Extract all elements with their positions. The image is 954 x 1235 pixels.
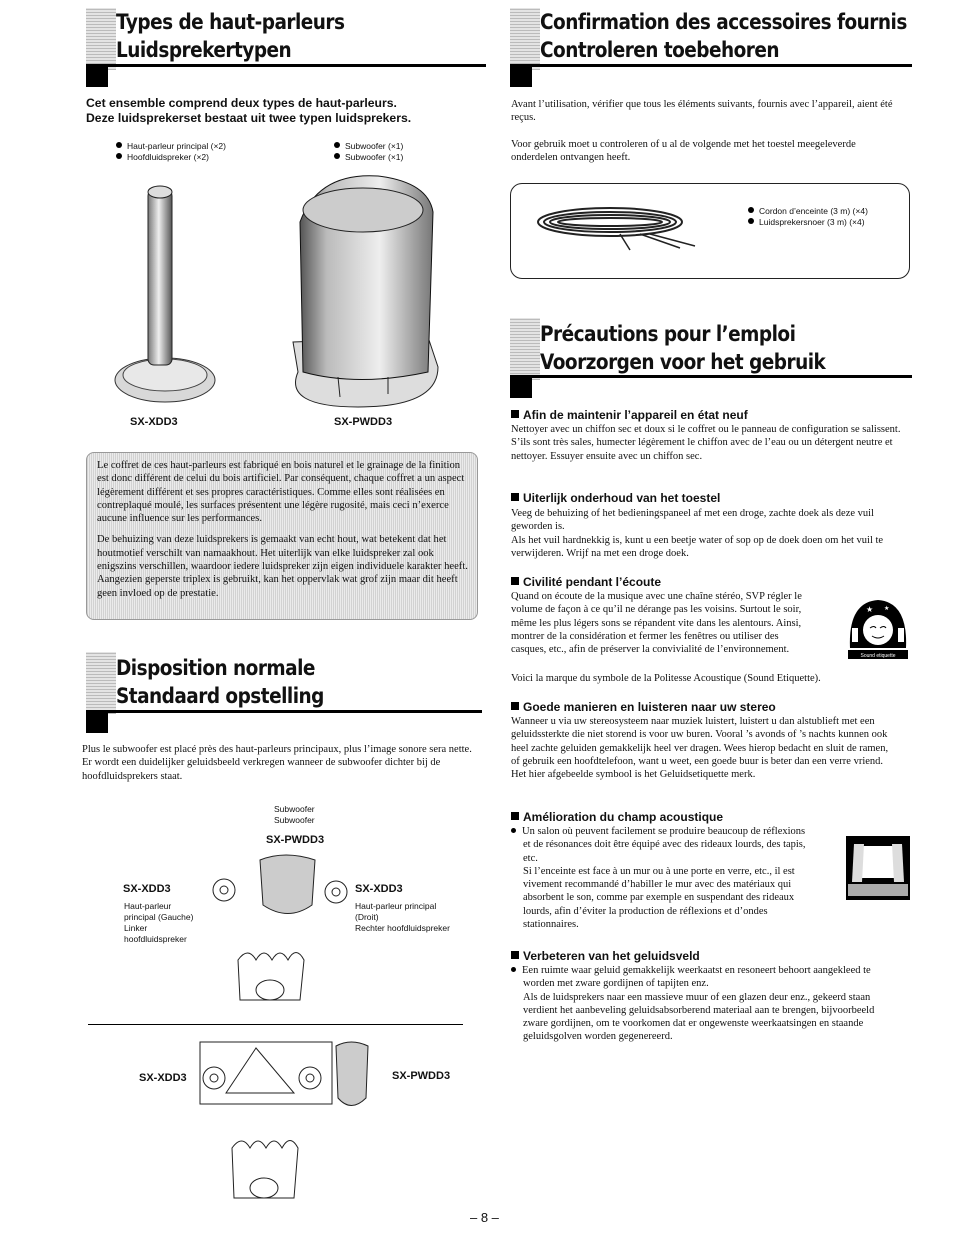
bullet-icon — [511, 828, 516, 833]
svg-text:★: ★ — [866, 605, 874, 614]
civilite-symbol-text: Voici la marque du symbole de la Politesse Acoustique (Sound Etiquette). — [511, 673, 821, 684]
placement-sub-label: Subwoofer Subwoofer — [274, 804, 315, 825]
header-shade — [510, 318, 540, 380]
bullet-icon — [748, 218, 754, 224]
header-rule — [510, 64, 912, 67]
header-shade — [86, 8, 116, 70]
placement-right-desc: Haut-parleur principal (Droit) Rechter hoofdluidspreker — [355, 901, 450, 933]
bullet-icon — [334, 142, 340, 148]
svg-text:★: ★ — [884, 606, 890, 612]
heading-onderhoud: Uiterlijk onderhoud van het toestel — [511, 491, 720, 505]
section-placement-header — [86, 652, 482, 732]
curtain-room-icon — [846, 836, 910, 900]
placement-diagram-top — [200, 850, 360, 1010]
onderhoud-text: Veeg de behuizing of het bedieningspaneel af met een droge, zachte doek als deze vuil geworden is. Als het vuil hardnekkig is, kunt u een beetje water of sop op de doek doen om het vuil te verwijderen. Wrijf na met een droge doek. — [511, 508, 884, 559]
header-shade — [86, 652, 116, 714]
header-marker — [510, 378, 532, 398]
main-speaker-illustration — [110, 180, 220, 410]
section-title-fr: Disposition normale — [116, 656, 315, 680]
types-intro — [86, 96, 486, 126]
bullet-icon — [116, 153, 122, 159]
header-marker — [86, 67, 108, 87]
header-rule — [86, 710, 482, 713]
speaker-cord-icon — [530, 198, 710, 258]
note-fr: Le coffret de ces haut-parleurs est fabriqué en bois naturel et le grainage de la finition est donc différent de celui du bois artificiel. Par conséquent, chaque coffret a un aspect légèrement différent et ses propres caractéristiques. Comme elles sont réalisées en contreplaqué moulé, les surfaces présentent une légère rugosité, mais ceci n’exerce aucune influence sur les performances. — [97, 460, 465, 525]
amelioration-text: Un salon où peuvent facilement se produire beaucoup de réflexions et de résonances doit être équipé avec des rideaux lourds, des tapis, etc. Si l’enceinte est face à un mur ou à une porte en verre, etc., il est vivement recommandé d’habiller le mur avec des matériaux qui absorbent le son, comme par exemple en suspendant des rideaux lourds, afin d’éviter la production de réflexions et d’ondes stationnaires. — [511, 825, 811, 931]
placement-diagram-bottom — [196, 1038, 376, 1208]
placement-sub-model: SX-PWDD3 — [266, 834, 325, 846]
section-title-fr: Précautions pour l’emploi — [540, 322, 796, 346]
types-intro-fr: Cet ensemble comprend deux types de haut-parleurs. — [86, 96, 397, 110]
section-types-header — [86, 8, 486, 88]
goede-manieren-text: Wanneer u via uw stereosysteem naar muziek luistert, luistert u dan alstublieft met een geluidssterkte die niet storend is voor uw buren. Vooral ’s avonds of ’s nachts kunnen ook heel zachte geluiden gemakkelijk heel ver dragen. Wees hierop bedacht en sluit de ramen, of gebruik een hoofdtelefoon, want u weet, een goede buur is beter dan een verre vriend. Het hier afgebeelde symbool is het Geluidsetiquette merk. — [511, 716, 889, 781]
types-intro-nl: Deze luidsprekerset bestaat uit twee typen luidsprekers. — [86, 111, 412, 125]
section-precautions-header — [510, 318, 912, 398]
heading-maintain: Afin de maintenir l’appareil en état neuf — [511, 408, 748, 422]
placement-left-model: SX-XDD3 — [123, 883, 171, 895]
verbeteren-text: Een ruimte waar geluid gemakkelijk weerkaatst en resoneert behoort aangekleed te worden met zware gordijnen of tapijten enz. Als de luidsprekers naar een massieve muur of een glazen deur enz., gekeerd staan verdient het aanbeveling geluidsabsorberend materiaal aan te brengen, bijvoorbeeld zware gordijnen, om te voorkomen dat er ongewenste weerkaatsingen en staande geluidsgolven worden gegenereerd. — [511, 964, 901, 1044]
accessories-item: Cordon d’enceinte (3 m) (×4) Luidsprekersnoer (3 m) (×4) — [748, 206, 868, 228]
placement-text — [82, 743, 477, 783]
subwoofer-illustration — [278, 172, 443, 412]
placement-text-fr: Plus le subwoofer est placé près des haut-parleurs principaux, plus l’image sonore sera nette. — [82, 744, 472, 755]
section-title-nl: Controleren toebehoren — [540, 38, 780, 62]
header-shade — [510, 8, 540, 70]
sound-etiquette-label: Sound etiquette — [860, 653, 896, 659]
section-title-fr: Types de haut-parleurs — [116, 10, 345, 34]
section-title-nl: Luidsprekertypen — [116, 38, 292, 62]
placement-right-model: SX-XDD3 — [355, 883, 403, 895]
header-rule — [86, 64, 486, 67]
bullet-icon — [748, 207, 754, 213]
accessories-text-nl: Voor gebruik moet u controleren of u al de volgende met het toestel meegeleverde onderdelen ontvangen heeft. — [511, 139, 856, 164]
bottom-left-model: SX-XDD3 — [139, 1072, 187, 1084]
section-accessories-header — [510, 8, 912, 88]
subwoofer-qty: Subwoofer (×1) Subwoofer (×1) — [334, 141, 403, 163]
bullet-icon — [511, 967, 516, 972]
bullet-icon — [334, 153, 340, 159]
heading-amelioration: Amélioration du champ acoustique — [511, 810, 723, 824]
placement-left-desc: Haut-parleur principal (Gauche) Linker hoofdluidspreker — [124, 901, 194, 944]
header-marker — [510, 67, 532, 87]
bullet-icon — [116, 142, 122, 148]
main-speaker-qty: Haut-parleur principal (×2) Hoofdluidspreker (×2) — [116, 141, 226, 163]
section-title-nl: Voorzorgen voor het gebruik — [540, 350, 826, 374]
heading-civilite: Civilité pendant l’écoute — [511, 575, 661, 589]
placement-divider — [88, 1024, 463, 1025]
heading-verbeteren: Verbeteren van het geluidsveld — [511, 949, 700, 963]
header-rule — [510, 375, 912, 378]
section-title-nl: Standaard opstelling — [116, 684, 324, 708]
civilite-text: Quand on écoute de la musique avec une chaîne stéréo, SVP régler le volume de façon à ce qu’il ne dérange pas les voisins. Surtout le soir, même les plus légers sons se répandent vite dans les alentours. Ainsi, montrer de la considération et fermer les fenêtres ou utiliser des casques, etc., afin de préserver la convivialité de l’environnement. — [511, 591, 802, 656]
placement-text-nl: Er wordt een duidelijker geluidsbeeld verkregen wanneer de subwoofer dichter bij de hoofdluidsprekers staat. — [82, 757, 441, 782]
accessories-text-fr: Avant l’utilisation, vérifier que tous les éléments suivants, fournis avec l’appareil, aient été reçus. — [511, 99, 893, 124]
bottom-right-model: SX-PWDD3 — [392, 1070, 451, 1082]
page-number: – 8 – — [470, 1210, 499, 1225]
section-title-fr: Confirmation des accessoires fournis — [540, 10, 907, 34]
maintain-text: Nettoyer avec un chiffon sec et doux si le coffret ou le panneau de configuration se salissent. S’ils sont très sales, humecter légèrement le chiffon avec de l’eau ou un détergent neutre et nettoyer. Essuyer ensuite avec un chiffon sec. — [511, 424, 901, 462]
model-sub-label: SX-PWDD3 — [334, 416, 393, 428]
heading-goede-manieren: Goede manieren en luisteren naar uw stereo — [511, 700, 776, 714]
note-nl: De behuizing van deze luidsprekers is gemaakt van echt hout, wat betekent dat het houtmotief verschilt van namaakhout. Het uiterlijk van elke luidspreker zal ook enigszins verschillen, waardoor iedere luidspreker zijn eigen individuele karakter heeft. Aangezien geperste triplex is gebruikt, kan het oppervlak wat grof zijn maar dit heeft geen invloed op de prestatie. — [97, 534, 468, 599]
wood-finish-note — [86, 452, 478, 620]
model-main-label: SX-XDD3 — [130, 416, 178, 428]
header-marker — [86, 713, 108, 733]
